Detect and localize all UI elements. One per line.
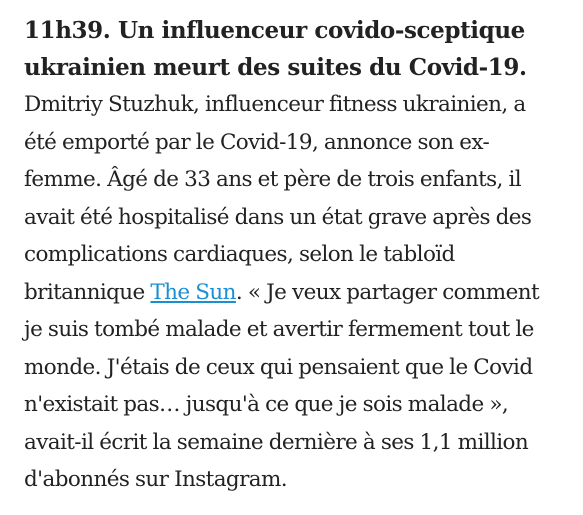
body-line-8: monde. J'étais de ceux qui pensaient que le Covid [24, 354, 533, 380]
body-line-10: avait-il écrit la semaine dernière à ses 1,1 million [24, 429, 529, 455]
headline-line-1: 11h39. Un influenceur covido-sceptique [24, 17, 525, 44]
body-line-3: femme. Âgé de 33 ans et père de trois enfants, il [24, 167, 522, 192]
body-line-6 [24, 274, 564, 312]
headline-line-2: ukrainien meurt des suites du Covid-19. [24, 54, 527, 81]
body-line-6-start: britannique [24, 279, 151, 305]
article-block [24, 12, 564, 499]
article-body [24, 86, 564, 499]
body-line-2: été emporté par le Covid-19, annonce son ex- [24, 129, 490, 155]
body-line-6-end: . « Je veux partager comment [235, 279, 539, 305]
body-line-4: avait été hospitalisé dans un état grave après des [24, 204, 532, 230]
the-sun-link[interactable]: The Sun [150, 279, 236, 305]
body-line-1: Dmitriy Stuzhuk, influenceur fitness ukrainien, a [24, 92, 526, 117]
body-line-7: je suis tombé malade et avertir fermement tout le [24, 317, 534, 342]
body-line-11: d'abonnés sur Instagram. [24, 467, 287, 492]
body-line-5: complications cardiaques, selon le tabloïd [24, 242, 455, 267]
body-line-9: n'existait pas… jusqu'à ce que je sois malade », [24, 392, 509, 417]
article-headline [24, 12, 564, 86]
